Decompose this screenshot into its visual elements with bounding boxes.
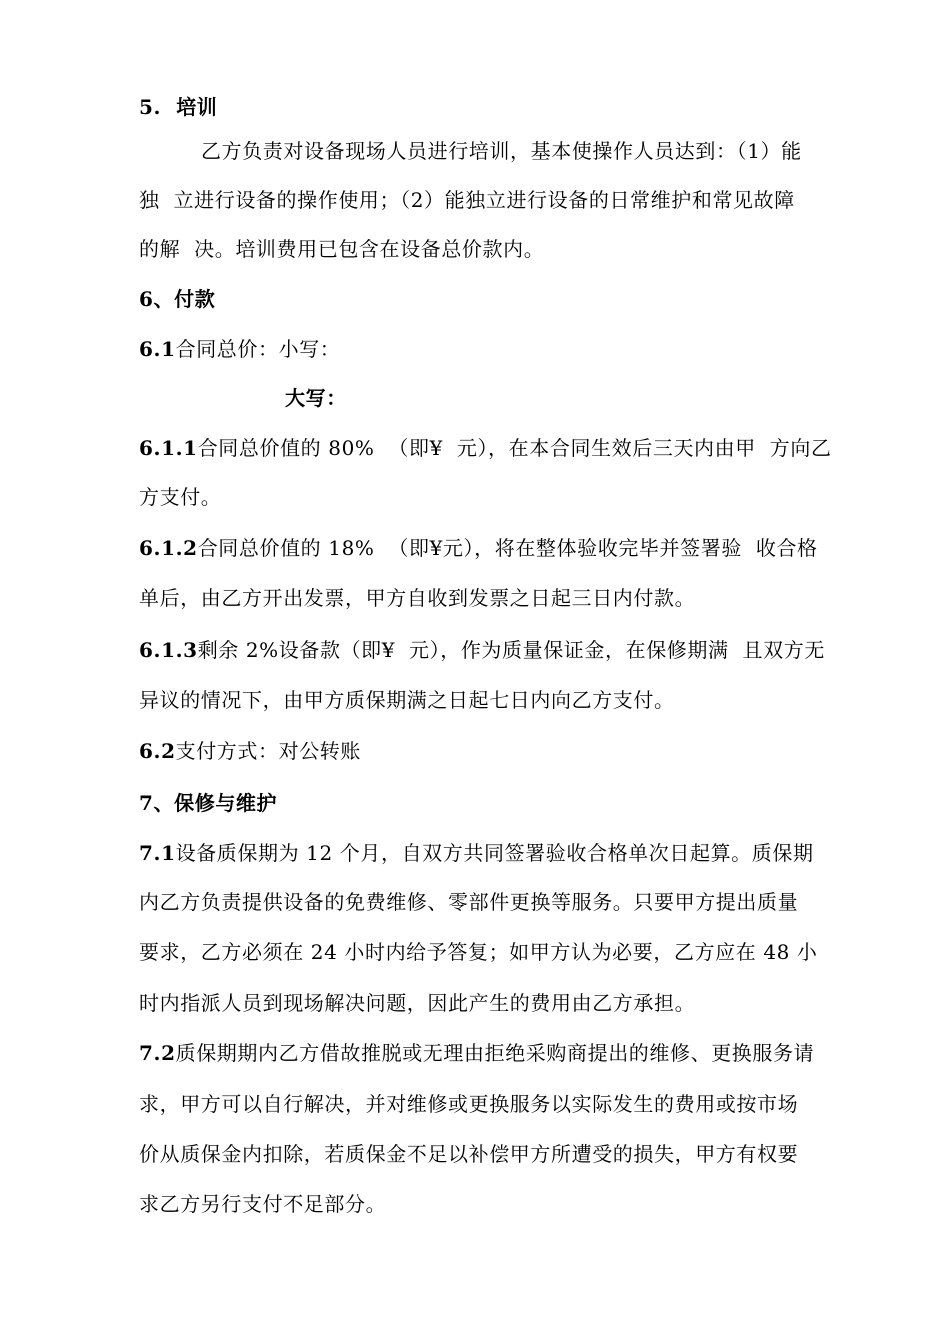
- clause-6-1-label: 6.1: [139, 337, 176, 361]
- clause-6-1-1-label: 6.1.1: [139, 436, 198, 460]
- clause-6-2: [139, 738, 879, 764]
- clause-6-1-1-line-1: [139, 435, 879, 461]
- clause-6-1: [139, 336, 879, 362]
- section-5-body-line-1: 乙方负责对设备现场人员进行培训，基本使操作人员达到：（1）能: [201, 139, 802, 163]
- clause-7-2-line-2: 求，甲方可以自行解决，并对维修或更换服务以实际发生的费用或按市场: [139, 1092, 799, 1116]
- section-5-body-line-2: 独 立进行设备的操作使用；（2）能独立进行设备的日常维护和常见故障: [139, 188, 795, 212]
- clause-7-2-line-1: [139, 1040, 879, 1066]
- clause-7-1-line-4: 时内指派人员到现场解决问题，因此产生的费用由乙方承担。: [139, 991, 696, 1015]
- clause-6-1-2-line-1: [139, 535, 879, 561]
- clause-6-1-text: 合同总价：小写：: [175, 337, 341, 361]
- clause-7-1-line-1: [139, 840, 879, 866]
- clause-6-1-2-line-2: 单后，由乙方开出发票，甲方自收到发票之日起三日内付款。: [139, 586, 696, 610]
- section-7-heading: 7、保修与维护: [139, 791, 278, 815]
- clause-7-2-line-4: 求乙方另行支付不足部分。: [139, 1192, 387, 1216]
- clause-7-1-label: 7.1: [139, 841, 176, 865]
- clause-7-1-text: 设备质保期为 12 个月，自双方共同签署验收合格单次日起算。质保期: [175, 841, 814, 865]
- clause-6-1-3-label: 6.1.3: [139, 638, 198, 662]
- clause-7-2-line-3: 价从质保金内扣除，若质保金不足以补偿甲方所遭受的损失，甲方有权要: [139, 1142, 799, 1166]
- clause-6-1-1-text: 合同总价值的 80% （即¥ 元），在本合同生效后三天内由甲 方向乙: [197, 436, 832, 460]
- section-6-heading: 6、付款: [139, 287, 216, 311]
- section-5-heading: 5. 培训: [139, 95, 218, 119]
- clause-6-1-3-text: 剩余 2%设备款（即¥ 元），作为质量保证金，在保修期满 且双方无: [197, 638, 825, 662]
- clause-6-1-2-text: 合同总价值的 18% （即¥元），将在整体验收完毕并签署验 收合格: [197, 536, 818, 560]
- clause-7-2-label: 7.2: [139, 1041, 176, 1065]
- clause-6-1-2-label: 6.1.2: [139, 536, 198, 560]
- clause-7-1-line-3: 要求，乙方必须在 24 小时内给予答复；如甲方认为必要，乙方应在 48 小: [139, 940, 818, 964]
- clause-6-1-1-line-2: 方支付。: [139, 485, 222, 509]
- clause-6-2-label: 6.2: [139, 739, 176, 763]
- clause-7-2-text: 质保期期内乙方借故推脱或无理由拒绝采购商提出的维修、更换服务请: [175, 1041, 815, 1065]
- clause-6-1-daxie: 大写：: [285, 386, 347, 410]
- clause-6-1-3-line-2: 异议的情况下，由甲方质保期满之日起七日内向乙方支付。: [139, 688, 675, 712]
- section-5-body-line-3: 的解 决。培训费用已包含在设备总价款内。: [139, 237, 545, 261]
- clause-6-2-text: 支付方式：对公转账: [175, 739, 362, 763]
- clause-7-1-line-2: 内乙方负责提供设备的免费维修、零部件更换等服务。只要甲方提出质量: [139, 890, 799, 914]
- clause-6-1-3-line-1: [139, 637, 879, 663]
